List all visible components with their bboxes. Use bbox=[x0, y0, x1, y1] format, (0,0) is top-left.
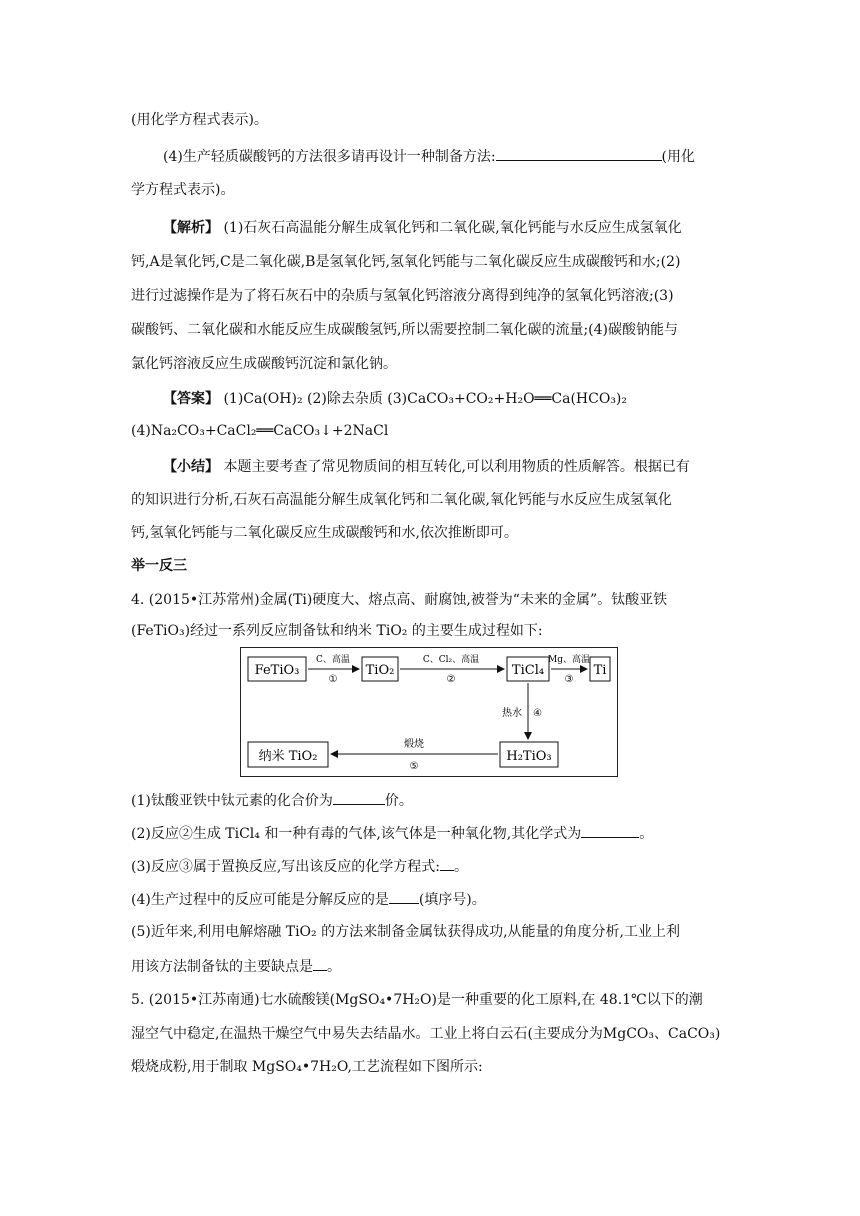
condition-label: C、高温 bbox=[316, 655, 350, 665]
text-span: (1)Ca(OH)₂ (2)除去杂质 (3)CaCO₃+CO₂+H₂O══Ca(HCO₃)₂ bbox=[219, 391, 628, 407]
text-span: (4)生产轻质碳酸钙的方法很多请再设计一种制备方法: bbox=[163, 149, 496, 165]
text-line: (4)Na₂CO₃+CaCl₂══CaCO₃↓+2NaCl bbox=[131, 423, 389, 439]
answer-blank[interactable] bbox=[440, 856, 454, 871]
text-span: (填序号)。 bbox=[418, 892, 486, 908]
answer-blank[interactable] bbox=[389, 889, 419, 904]
answer-line bbox=[163, 389, 627, 409]
text-span: (2)反应②生成 TiCl₄ 和一种有毒的气体,该气体是一种氧化物,其化学式为 bbox=[131, 826, 582, 842]
box-label: 纳米 TiO₂ bbox=[258, 749, 318, 764]
section-heading: 举一反三 bbox=[131, 558, 187, 574]
text-span: 。 bbox=[639, 826, 654, 842]
text-span: 。 bbox=[454, 859, 468, 875]
text-line: 钙,A是氧化钙,C是二氧化碳,B是氢氧化钙,氢氧化钙能与二氧化碳反应生成碳酸钙和水;(2) bbox=[131, 254, 681, 270]
text-line: 4. (2015•江苏常州)金属(Ti)硬度大、熔点高、耐腐蚀,被誉为“未来的金属”。钛酸亚铁 bbox=[131, 592, 668, 608]
step-label: ③ bbox=[564, 674, 574, 685]
text-line: (用化学方程式表示)。 bbox=[131, 112, 268, 128]
text-span: 。 bbox=[327, 959, 341, 975]
condition-label: Mg、高温 bbox=[548, 655, 590, 665]
answer-tag: 【答案】 bbox=[163, 391, 219, 407]
step-label: ② bbox=[446, 674, 456, 685]
box-label: TiCl₄ bbox=[511, 663, 545, 678]
text-span: 价。 bbox=[384, 793, 413, 809]
step-label: ④ bbox=[533, 708, 542, 719]
answer-blank[interactable] bbox=[313, 956, 327, 971]
box-label: FeTiO₃ bbox=[254, 663, 300, 678]
text-span: (1)钛酸亚铁中钛元素的化合价为 bbox=[131, 793, 333, 809]
text-line: 的知识进行分析,石灰石高温能分解生成氧化钙和二氧化碳,氧化钙能与水反应生成氢氧化 bbox=[131, 492, 672, 508]
text-line: 5. (2015•江苏南通)七水硫酸镁(MgSO₄•7H₂O)是一种重要的化工原料,在 48.1℃以下的潮 bbox=[131, 992, 703, 1008]
text-line: 碳酸钙、二氧化碳和水能反应生成碳酸氢钙,所以需要控制二氧化碳的流量;(4)碳酸钠能与 bbox=[131, 322, 678, 338]
sub-question bbox=[131, 889, 486, 910]
text-line: (5)近年来,利用电解熔融 TiO₂ 的方法来制备金属钛获得成功,从能量的角度分析,工业上利 bbox=[131, 924, 680, 940]
question-4-prompt bbox=[163, 146, 695, 167]
answer-blank[interactable] bbox=[333, 790, 385, 805]
analysis-tag: 【解析】 bbox=[163, 220, 219, 236]
sub-question bbox=[131, 823, 653, 844]
text-line: (FeTiO₃)经过一系列反应制备钛和纳米 TiO₂ 的主要生成过程如下: bbox=[131, 623, 543, 639]
text-line: 氯化钙溶液反应生成碳酸钙沉淀和氯化钠。 bbox=[131, 356, 397, 372]
box-label: Ti bbox=[593, 663, 607, 678]
condition-label: C、Cl₂、高温 bbox=[422, 655, 480, 665]
answer-blank[interactable] bbox=[581, 823, 639, 838]
text-span: (用化 bbox=[661, 149, 696, 165]
text-span: (1)石灰石高温能分解生成氧化钙和二氧化碳,氧化钙能与水反应生成氢氧化 bbox=[219, 220, 682, 236]
text-span: 用该方法制备钛的主要缺点是 bbox=[131, 959, 313, 975]
text-line: 进行过滤操作是为了将石灰石中的杂质与氢氧化钙溶液分离得到纯净的氢氧化钙溶液;(3) bbox=[131, 288, 674, 304]
condition-label: 煅烧 bbox=[404, 739, 424, 750]
text-line: 学方程式表示)。 bbox=[131, 182, 235, 198]
process-flow-diagram bbox=[240, 647, 618, 777]
box-label: H₂TiO₃ bbox=[506, 749, 552, 764]
text-span: (4)生产过程中的反应可能是分解反应的是 bbox=[131, 892, 389, 908]
box-label: TiO₂ bbox=[365, 663, 395, 678]
sub-question bbox=[131, 956, 341, 977]
text-line: 煅烧成粉,用于制取 MgSO₄•7H₂O,工艺流程如下图所示: bbox=[131, 1059, 483, 1075]
text-span: (3)反应③属于置换反应,写出该反应的化学方程式: bbox=[131, 859, 440, 875]
text-span: 本题主要考查了常见物质间的相互转化,可以利用物质的性质解答。根据已有 bbox=[219, 459, 690, 475]
analysis-line bbox=[163, 218, 682, 238]
condition-label: 热水 bbox=[502, 708, 522, 719]
summary-tag: 【小结】 bbox=[163, 459, 219, 475]
sub-question bbox=[131, 790, 413, 811]
text-line: 湿空气中稳定,在温热干燥空气中易失去结晶水。工业上将白云石(主要成分为MgCO₃、CaCO₃) bbox=[131, 1026, 721, 1042]
step-label: ① bbox=[328, 674, 338, 685]
text-line: 钙,氢氧化钙能与二氧化碳反应生成碳酸钙和水,依次推断即可。 bbox=[131, 525, 518, 541]
summary-line bbox=[163, 457, 690, 477]
answer-blank[interactable] bbox=[496, 146, 662, 161]
sub-question bbox=[131, 856, 468, 877]
step-label: ⑤ bbox=[409, 761, 419, 772]
